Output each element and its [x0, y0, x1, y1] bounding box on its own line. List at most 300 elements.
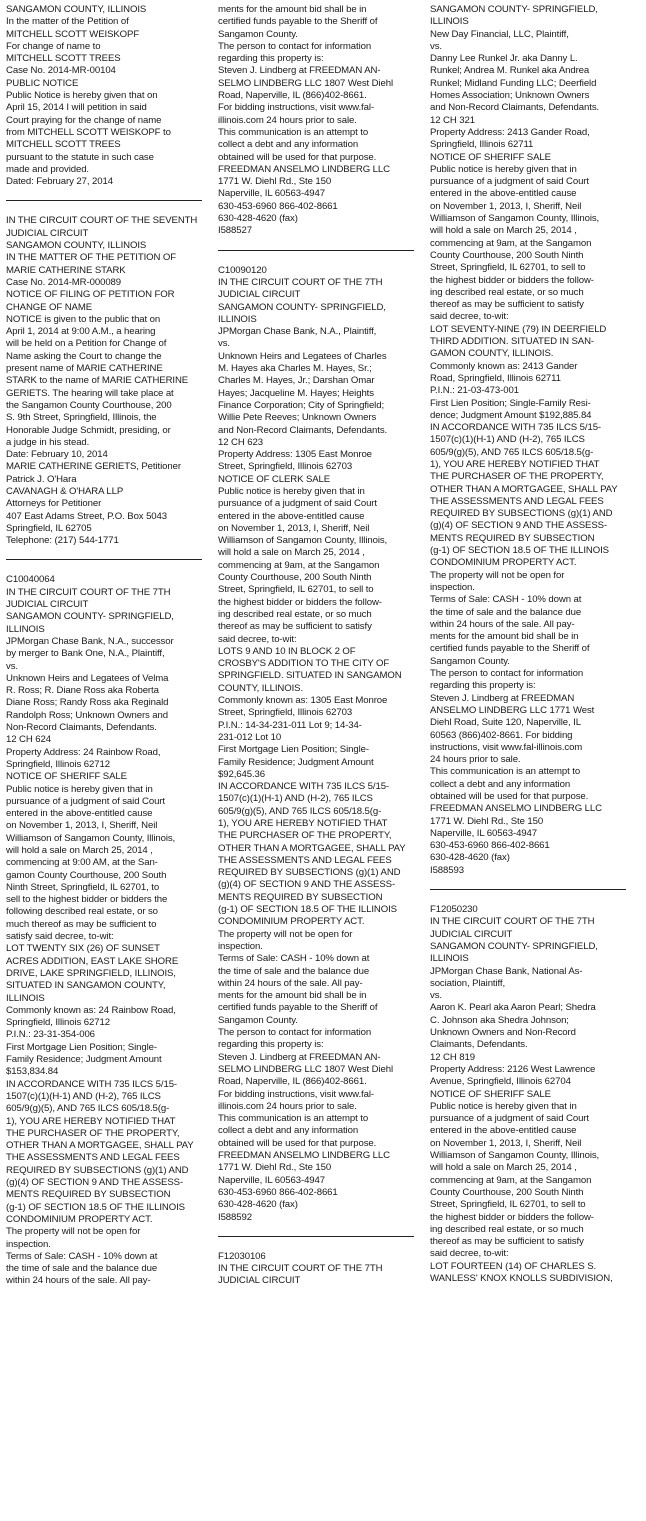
notice-line: Runkel; Andrea M. Runkel aka Andrea [430, 65, 590, 77]
notice-line: SPRINGFIELD. SITUATED IN SANGAMON [218, 670, 402, 682]
notice-line: JPMorgan Chase Bank, N.A., successor [6, 635, 174, 647]
notice-line: Homes Association; Unknown Owners [430, 90, 590, 102]
notice-line: said decree, to-wit: [430, 1248, 509, 1260]
notice-line: 630-428-4620 (fax) [218, 1199, 298, 1211]
notice-line: regarding this property is: [218, 53, 324, 65]
notice-line: April 1, 2014 at 9:00 A.M., a hearing [6, 326, 156, 338]
notice-line: Telephone: (217) 544-1771 [6, 535, 119, 547]
notice-line: This communication is an attempt to [430, 766, 581, 778]
notice-line: S. 9th Street, Springfield, Illinois, the [6, 412, 157, 424]
notice-line: certified funds payable to the Sheriff of [218, 1002, 378, 1014]
notice-line: IN THE CIRCUIT COURT OF THE 7TH [218, 1263, 383, 1275]
notice-line: 630-428-4620 (fax) [430, 852, 510, 864]
notice-line: Commonly known as: 2413 Gander [430, 360, 578, 372]
notice-line: The person to contact for information [218, 40, 372, 52]
notice-divider [430, 889, 626, 890]
notice-line: NOTICE OF FILING OF PETITION FOR [6, 289, 175, 301]
notice-line: CHANGE OF NAME [6, 301, 93, 313]
notice-line: Street, Springfield, IL 62701, to sell to [218, 584, 374, 596]
notice-line: GERIETS. The hearing will take place at [6, 387, 174, 399]
notice-line: commencing at 9am, at the Sangamon [430, 1174, 592, 1186]
notice-line: the highest bidder or bidders the follow- [218, 596, 382, 608]
notice-line: For bidding instructions, visit www.fal- [218, 1088, 374, 1100]
notice-line: MARIE CATHERINE GERIETS, Petitioner [6, 461, 181, 473]
notice-line: 231-012 Lot 10 [218, 731, 282, 743]
notice-line: Commonly known as: 24 Rainbow Road, [6, 1004, 176, 1016]
notice-line: OTHER THAN A MORTGAGEE, SHALL PAY [6, 1140, 194, 1152]
notice-line: Case No. 2014-MR-000089 [6, 276, 122, 288]
notice-line: Patrick J. O'Hara [6, 473, 77, 485]
notice-line: (g-1) OF SECTION 18.5 OF THE ILLINOIS [218, 904, 397, 916]
notice-line: ments for the amount bid shall be in [430, 631, 579, 643]
notice-line: Street, Springfield, Illinois 62703 [218, 707, 353, 719]
notice-line: First Mortgage Lien Position; Single- [218, 744, 369, 756]
notice-line: pursuance of a judgment of said Court [218, 498, 377, 510]
notice-line: said decree, to-wit: [430, 311, 509, 323]
notice-line: CONDOMINIUM PROPERTY ACT. [218, 916, 365, 928]
notice-line: 12 CH 624 [6, 734, 51, 746]
notice-line: FREEDMAN ANSELMO LINDBERG LLC [218, 163, 390, 175]
notice-line: STARK to the name of MARIE CATHERINE [6, 375, 189, 387]
notice-line: Aaron K. Pearl aka Aaron Pearl; Shedra [430, 1002, 596, 1014]
notice-line: Finance Corporation; City of Springfield; [218, 399, 385, 411]
notice-line: Danny Lee Runkel Jr. aka Danny L. [430, 53, 578, 65]
notice-line: 60563 (866)402-8661. For bidding [430, 729, 573, 741]
notice-spacer [430, 877, 634, 889]
notice-line: from MITCHELL SCOTT WEISKOPF to [6, 126, 171, 138]
notice-line: Terms of Sale: CASH - 10% down at [6, 1250, 158, 1262]
notice-line: 1771 W. Diehl Rd., Ste 150 [218, 1162, 332, 1174]
notice-line: IN THE CIRCUIT COURT OF THE SEVENTH [6, 215, 198, 227]
notice-line: sell to the highest bidder or bidders the [6, 894, 168, 906]
notice-line: P.I.N.: 14-34-231-011 Lot 9; 14-34- [218, 719, 362, 731]
notice-line: THE ASSESSMENTS AND LEGAL FEES [430, 495, 604, 507]
notice-line: Street, Springfield, Illinois 62703 [218, 461, 353, 473]
notice-line: MARIE CATHERINE STARK [6, 264, 126, 276]
notice-line: instructions, visit www.fal-illinois.com [430, 741, 583, 753]
notice-line: pursuance of a judgment of said Court [430, 176, 589, 188]
notice-line: Road, Springfield, Illinois 62711 [430, 372, 561, 384]
notice-line: JPMorgan Chase Bank, National As- [430, 965, 583, 977]
notice-spacer [6, 188, 210, 200]
notice-line: I588593 [430, 864, 464, 876]
notice-line: MENTS REQUIRED BY SUBSECTION [430, 532, 595, 544]
notice-line: IN THE CIRCUIT COURT OF THE 7TH [218, 276, 383, 288]
notice-line: (g-1) OF SECTION 18.5 OF THE ILLINOIS [6, 1201, 185, 1213]
legal-notice [6, 574, 210, 1287]
notice-line: THE PURCHASER OF THE PROPERTY, [218, 830, 392, 842]
legal-notice [6, 215, 210, 547]
notice-line: Street, Springfield, IL 62701, to sell to [430, 1199, 586, 1211]
notice-line: JUDICIAL CIRCUIT [218, 1275, 301, 1287]
notice-line: SANGAMON COUNTY, ILLINOIS [6, 4, 147, 15]
notice-line: (g-1) OF SECTION 18.5 OF THE ILLINOIS [430, 545, 609, 557]
notice-line: vs. [430, 990, 442, 1002]
notice-line: Street, Springfield, IL 62701, to sell to [430, 262, 586, 274]
notice-line: Unknown Heirs and Legatees of Charles [218, 350, 387, 362]
notice-line: JUDICIAL CIRCUIT [6, 599, 89, 611]
notice-line: ILLINOIS [430, 16, 469, 28]
notice-line: Charles M. Hayes, Jr.; Darshan Omar [218, 375, 375, 387]
notice-line: the highest bidder or bidders the follow- [430, 274, 594, 286]
notice-line: and Non-Record Claimants, Defendants. [218, 424, 388, 436]
notice-line: 605/9(g)(5), AND 765 ILCS 605/18.5(g- [218, 805, 382, 817]
notice-line: April 15, 2014 I will petition in said [6, 102, 147, 114]
notice-line: Williamson of Sangamon County, Illinois, [6, 832, 176, 844]
notice-line: Springfield, Illinois 62712 [6, 758, 110, 770]
notice-line: Naperville, IL 60563-4947 [430, 827, 538, 839]
notice-line: following described real estate, or so [6, 906, 158, 918]
notice-line: JPMorgan Chase Bank, N.A., Plaintiff, [218, 326, 377, 338]
notice-line: WANLESS' KNOX KNOLLS SUBDIVISION, [430, 1272, 613, 1284]
notice-line: Court praying for the change of name [6, 114, 162, 126]
notice-line: Property Address: 2126 West Lawrence [430, 1063, 596, 1075]
notice-line: For bidding instructions, visit www.fal- [218, 102, 374, 114]
notice-line: vs. [6, 660, 18, 672]
notice-line: Naperville, IL 60563-4947 [218, 1174, 326, 1186]
notice-line: CROSBY'S ADDITION TO THE CITY OF [218, 658, 390, 670]
notice-line: 12 CH 819 [430, 1051, 475, 1063]
notice-line: ILLINOIS [6, 623, 45, 635]
column-3 [430, 4, 634, 1285]
notice-line: Honorable Judge Schmidt, presiding, or [6, 424, 171, 436]
notice-line: Public notice is hereby given that in [430, 1100, 577, 1112]
notice-line: 1771 W. Diehl Rd., Ste 150 [430, 815, 544, 827]
notice-line: IN THE CIRCUIT COURT OF THE 7TH [6, 586, 171, 598]
notice-line: sociation, Plaintiff, [430, 977, 506, 989]
notice-line: 24 hours prior to sale. [430, 754, 521, 766]
notice-spacer [218, 238, 422, 250]
notice-line: Springfield, IL 62705 [6, 522, 92, 534]
notice-line: FREEDMAN ANSELMO LINDBERG LLC [218, 1150, 390, 1162]
notice-line: on November 1, 2013, I, Sheriff, Neil [430, 200, 582, 212]
notice-line: will hold a sale on March 25, 2014 , [6, 845, 153, 856]
notice-line: entered in the above-entitled cause [430, 188, 577, 200]
notice-line: ments for the amount bid shall be in [218, 990, 367, 1002]
notice-line: entered in the above-entitled cause [6, 808, 153, 820]
notice-line: regarding this property is: [430, 680, 536, 692]
notice-line: Williamson of Sangamon County, Illinois, [430, 213, 600, 225]
notice-line: LOT FOURTEEN (14) OF CHARLES S. [430, 1260, 597, 1272]
notice-line: THE ASSESSMENTS AND LEGAL FEES [218, 854, 392, 866]
notice-line: 1771 W. Diehl Rd., Ste 150 [218, 176, 332, 188]
notice-line: ing described real estate, or so much [218, 608, 372, 620]
notice-line: Springfield, Illinois 62711 [430, 139, 534, 151]
notice-line: ing described real estate, or so much [430, 286, 584, 298]
notice-line: Naperville, IL 60563-4947 [218, 188, 326, 200]
notice-line: CONDOMINIUM PROPERTY ACT. [430, 557, 577, 569]
notice-line: County Courthouse, 200 South Ninth [218, 572, 372, 584]
notice-line: I588527 [218, 225, 252, 237]
notice-line: vs. [430, 40, 442, 52]
notice-line: This communication is an attempt to [218, 1113, 369, 1125]
notice-line: on November 1, 2013, I, Sheriff, Neil [6, 820, 158, 832]
notice-line: Family Residence; Judgment Amount [6, 1054, 162, 1066]
notice-divider [6, 559, 202, 560]
notice-line: MENTS REQUIRED BY SUBSECTION [6, 1189, 171, 1201]
notice-line: Property Address: 1305 East Monroe [218, 449, 372, 461]
notice-line: NOTICE OF CLERK SALE [218, 473, 331, 485]
notice-line: MITCHELL SCOTT TREES [6, 139, 121, 151]
notice-line: will be held on a Petition for Change of [6, 338, 167, 350]
notice-line: pursuance of a judgment of said Court [430, 1113, 589, 1125]
notice-line: Public Notice is hereby given that on [6, 90, 158, 102]
notice-line: ANSELMO LINDBERG LLC 1771 West [430, 704, 595, 716]
notice-line: OTHER THAN A MORTGAGEE, SHALL PAY [218, 842, 406, 854]
notice-line: Sangamon County. [430, 655, 510, 667]
notice-line: REQUIRED BY SUBSECTIONS (g)(1) AND [430, 508, 613, 520]
notice-line: ments for the amount bid shall be in [218, 4, 367, 15]
notice-line: C10040064 [6, 574, 55, 586]
notice-line: NOTICE is given to the public that on [6, 313, 161, 325]
notice-line: commencing at 9am, at the Sangamon [430, 237, 592, 249]
notice-line: SELMO LINDBERG LLC 1807 West Diehl [218, 77, 394, 89]
notice-line: MITCHELL SCOTT WEISKOPF [6, 28, 140, 40]
notice-line: County Courthouse, 200 South Ninth [430, 1186, 584, 1198]
notice-line: inspection. [6, 1238, 51, 1250]
notice-line: First Lien Position; Single-Family Resi- [430, 397, 591, 409]
notice-line: Claimants, Defendants. [430, 1039, 528, 1051]
notice-line: SANGAMON COUNTY- SPRINGFIELD, [6, 611, 174, 623]
notice-line: Non-Record Claimants, Defendants. [6, 722, 157, 734]
notice-line: MENTS REQUIRED BY SUBSECTION [218, 891, 383, 903]
notice-line: This communication is an attempt to [218, 126, 369, 138]
notice-line: 1507(c)(1)(H-1) AND (H-2), 765 ILCS [430, 434, 585, 446]
notice-line: Diane Ross; Randy Ross aka Reginald [6, 697, 169, 709]
notice-line: within 24 hours of the sale. All pay- [218, 977, 363, 989]
notice-line: the time of sale and the balance due [6, 1263, 158, 1275]
legal-notice [6, 4, 210, 188]
notice-line: For change of name to [6, 40, 101, 52]
notice-line: Terms of Sale: CASH - 10% down at [430, 594, 582, 606]
notice-line: IN ACCORDANCE WITH 735 ILCS 5/15- [6, 1078, 178, 1090]
notice-line: much thereof as may be sufficient to [6, 918, 157, 930]
notice-line: Dated: February 27, 2014 [6, 176, 113, 188]
notice-line: JUDICIAL CIRCUIT [430, 928, 513, 940]
notice-line: 1507(c)(1)(H-1) AND (H-2), 765 ILCS [6, 1090, 161, 1102]
notice-line: within 24 hours of the sale. All pay- [430, 618, 575, 630]
notice-line: The property will not be open for [430, 569, 565, 581]
notice-spacer [6, 547, 210, 559]
notice-line: New Day Financial, LLC, Plaintiff, [430, 28, 569, 40]
legal-notice [218, 4, 422, 238]
notice-line: THIRD ADDITION. SITUATED IN SAN- [430, 336, 594, 348]
notice-line: entered in the above-entitled cause [218, 510, 365, 522]
notice-line: 1), YOU ARE HEREBY NOTIFIED THAT [218, 818, 388, 829]
notice-line: Williamson of Sangamon County, Illinois, [430, 1150, 600, 1162]
notice-line: (g)(4) OF SECTION 9 AND THE ASSESS- [218, 879, 396, 891]
notice-line: Steven J. Lindberg at FREEDMAN AN- [218, 65, 381, 77]
notice-line: Date: February 10, 2014 [6, 449, 108, 461]
notice-line: will hold a sale on March 25, 2014 , [218, 547, 365, 559]
notice-line: and Non-Record Claimants, Defendants. [430, 102, 600, 114]
notice-line: Commonly known as: 1305 East Monroe [218, 695, 388, 707]
notice-line: Public notice is hereby given that in [6, 783, 153, 795]
notice-line: JUDICIAL CIRCUIT [218, 289, 301, 301]
notice-line: Public notice is hereby given that in [430, 163, 577, 175]
notice-line: County Courthouse, 200 South Ninth [430, 249, 584, 261]
notice-line: COUNTY, ILLINOIS. [218, 682, 304, 694]
notice-line: 1507(c)(1)(H-1) AND (H-2), 765 ILCS [218, 793, 373, 805]
notice-line: SELMO LINDBERG LLC 1807 West Diehl [218, 1063, 394, 1075]
notice-line: Runkel; Midland Funding LLC; Deerfield [430, 77, 597, 89]
notice-line: ILLINOIS [6, 992, 45, 1004]
notice-line: OTHER THAN A MORTGAGEE, SHALL PAY [430, 483, 618, 495]
notice-line: Road, Naperville, IL (866)402-8661. [218, 90, 367, 102]
column-1 [6, 4, 210, 1288]
legal-notice [430, 904, 634, 1285]
notice-line: commencing at 9am, at the Sangamon [218, 559, 380, 571]
notice-line: will hold a sale on March 25, 2014 , [430, 1162, 577, 1174]
notice-line: Public notice is hereby given that in [218, 485, 365, 497]
notice-line: illinois.com 24 hours prior to sale. [218, 1100, 357, 1112]
notice-line: FREEDMAN ANSELMO LINDBERG LLC [430, 803, 602, 815]
notice-line: THE PURCHASER OF THE PROPERTY, [430, 471, 604, 483]
legal-notice [430, 4, 634, 877]
notice-line: Sangamon County. [218, 1014, 298, 1026]
notice-line: the time of sale and the balance due [218, 965, 370, 977]
notice-line: inspection. [218, 940, 263, 952]
notice-line: 630-453-6960 866-402-8661 [218, 1186, 338, 1198]
notice-line: $153,834.84 [6, 1066, 59, 1078]
notice-line: F12030106 [218, 1250, 266, 1262]
notice-line: THE ASSESSMENTS AND LEGAL FEES [6, 1152, 180, 1164]
notice-line: Willie Pete Reeves; Unknown Owners [218, 412, 377, 424]
notice-line: 12 CH 321 [430, 114, 475, 126]
notice-line: IN ACCORDANCE WITH 735 ILCS 5/15- [430, 422, 602, 434]
notice-line: ACRES ADDITION, EAST LAKE SHORE [6, 955, 179, 967]
notice-line: thereof as may be sufficient to satisfy [218, 621, 372, 633]
notice-line: obtained will be used for that purpose. [218, 151, 377, 163]
notice-line: NOTICE OF SHERIFF SALE [6, 771, 127, 783]
notice-line: ing described real estate, or so much [430, 1223, 584, 1235]
notice-line: PUBLIC NOTICE [6, 77, 79, 89]
notice-line: REQUIRED BY SUBSECTIONS (g)(1) AND [218, 867, 401, 879]
notice-line: satisfy said decree, to-wit: [6, 931, 114, 943]
notice-line: said decree, to-wit: [218, 633, 297, 645]
notice-line: Unknown Owners and Non-Record [430, 1027, 576, 1039]
notice-line: dence; Judgment Amount $192,885.84 [430, 409, 592, 421]
notice-line: The property will not be open for [6, 1226, 141, 1238]
notice-line: within 24 hours of the sale. All pay- [6, 1275, 151, 1287]
notice-line: The person to contact for information [430, 668, 584, 680]
notice-divider [218, 1236, 414, 1237]
notice-line: thereof as may be sufficient to satisfy [430, 1236, 584, 1248]
notice-line: commencing at 9:00 AM, at the San- [6, 857, 158, 869]
notice-line: (g)(4) OF SECTION 9 AND THE ASSESS- [6, 1177, 184, 1189]
notice-line: Family Residence; Judgment Amount [218, 756, 374, 768]
notice-line: IN THE MATTER OF THE PETITION OF [6, 252, 177, 264]
notice-line: pursuance of a judgment of said Court [6, 795, 165, 807]
notice-line: Case No. 2014-MR-00104 [6, 65, 116, 77]
notice-line: CONDOMINIUM PROPERTY ACT. [6, 1213, 153, 1225]
notice-line: 1), YOU ARE HEREBY NOTIFIED THAT [6, 1115, 176, 1127]
notice-line: 630-428-4620 (fax) [218, 213, 298, 225]
notice-line: 407 East Adams Street, P.O. Box 5043 [6, 510, 168, 522]
notice-line: the highest bidder or bidders the follow- [430, 1211, 594, 1223]
notice-line: present name of MARIE CATHERINE [6, 363, 163, 375]
notice-line: Road, Naperville, IL (866)402-8661. [218, 1076, 367, 1088]
notice-line: a judge in his stead. [6, 436, 90, 448]
legal-notice [218, 265, 422, 1224]
notice-line: Steven J. Lindberg at FREEDMAN [430, 692, 575, 704]
notice-line: thereof as may be sufficient to satisfy [430, 299, 584, 311]
notice-line: M. Hayes aka Charles M. Hayes, Sr.; [218, 363, 372, 375]
notice-line: Williamson of Sangamon County, Illinois, [218, 535, 388, 547]
notice-line: made and provided. [6, 163, 90, 175]
notice-line: Property Address: 24 Rainbow Road, [6, 746, 161, 758]
notice-line: Name asking the Court to change the [6, 350, 162, 362]
notice-line: pursuant to the statute in such case [6, 151, 154, 163]
notice-line: Sangamon County. [218, 28, 298, 40]
notice-line: C10090120 [218, 264, 267, 276]
notice-line: on November 1, 2013, I, Sheriff, Neil [218, 522, 370, 534]
notice-line: C. Johnson aka Shedra Johnson; [430, 1014, 569, 1026]
notice-line: collect a debt and any information [218, 1125, 359, 1137]
notice-divider [218, 250, 414, 251]
notice-line: IN THE CIRCUIT COURT OF THE 7TH [430, 916, 595, 928]
notice-line: MITCHELL SCOTT TREES [6, 53, 121, 65]
notice-line: by merger to Bank One, N.A., Plaintiff, [6, 648, 165, 660]
notice-line: will hold a sale on March 25, 2014 , [430, 225, 577, 237]
notice-line: GAMON COUNTY, ILLINOIS. [430, 348, 554, 360]
notice-line: inspection. [430, 581, 475, 593]
notice-line: certified funds payable to the Sheriff of [430, 643, 590, 655]
notice-line: LOTS 9 AND 10 IN BLOCK 2 OF [218, 645, 356, 657]
notice-line: vs. [218, 338, 230, 350]
notice-line: F12050230 [430, 904, 478, 916]
notice-spacer [218, 1224, 422, 1236]
notice-line: The person to contact for information [218, 1027, 372, 1039]
notice-line: Randolph Ross; Unknown Owners and [6, 709, 169, 721]
notice-line: obtained will be used for that purpose. [430, 791, 589, 802]
notice-line: certified funds payable to the Sheriff of [218, 16, 378, 28]
notice-line: IN ACCORDANCE WITH 735 ILCS 5/15- [218, 781, 390, 793]
notice-line: Avenue, Springfield, Illinois 62704 [430, 1076, 571, 1088]
notice-line: P.I.N.: 21-03-473-001 [430, 385, 519, 397]
notice-line: NOTICE OF SHERIFF SALE [430, 1088, 551, 1100]
notice-line: NOTICE OF SHERIFF SALE [430, 151, 551, 163]
notice-line: I588592 [218, 1211, 252, 1223]
notice-line: 605/9(g)(5), AND 765 ILCS 605/18.5(g- [430, 446, 594, 458]
notice-line: First Mortgage Lien Position; Single- [6, 1041, 157, 1053]
notice-line: CAVANAGH & O'HARA LLP [6, 485, 124, 497]
notice-line: DRIVE, LAKE SPRINGFIELD, ILLINOIS, [6, 967, 176, 979]
notice-line: SANGAMON COUNTY- SPRINGFIELD, [218, 301, 386, 313]
legal-notice [218, 1251, 422, 1288]
notice-line: the Sangamon County Courthouse, 200 [6, 399, 172, 411]
notice-line: LOT SEVENTY-NINE (79) IN DEERFIELD [430, 323, 607, 335]
notice-line: Property Address: 2413 Gander Road, [430, 126, 590, 138]
notice-line: SANGAMON COUNTY, ILLINOIS [6, 240, 147, 252]
notice-line: 605/9(g)(5), AND 765 ILCS 605/18.5(g- [6, 1103, 170, 1115]
notice-line: In the matter of the Petition of [6, 16, 129, 28]
notice-line: Ninth Street, Springfield, IL 62701, to [6, 881, 160, 893]
notice-line: The property will not be open for [218, 928, 353, 940]
notice-line: SANGAMON COUNTY- SPRINGFIELD, [430, 940, 598, 952]
notice-line: ILLINOIS [430, 953, 469, 965]
notice-line: 630-453-6960 866-402-8661 [430, 840, 550, 852]
notice-line: illinois.com 24 hours prior to sale. [218, 114, 357, 126]
notice-line: 12 CH 623 [218, 436, 263, 448]
notice-divider [6, 200, 202, 201]
column-2 [218, 4, 422, 1288]
notice-line: THE PURCHASER OF THE PROPERTY, [6, 1127, 180, 1139]
notice-line: R. Ross; R. Diane Ross aka Roberta [6, 685, 159, 697]
notice-line: (g)(4) OF SECTION 9 AND THE ASSESS- [430, 520, 608, 532]
notice-line: regarding this property is: [218, 1039, 324, 1051]
notice-line: REQUIRED BY SUBSECTIONS (g)(1) AND [6, 1164, 189, 1176]
